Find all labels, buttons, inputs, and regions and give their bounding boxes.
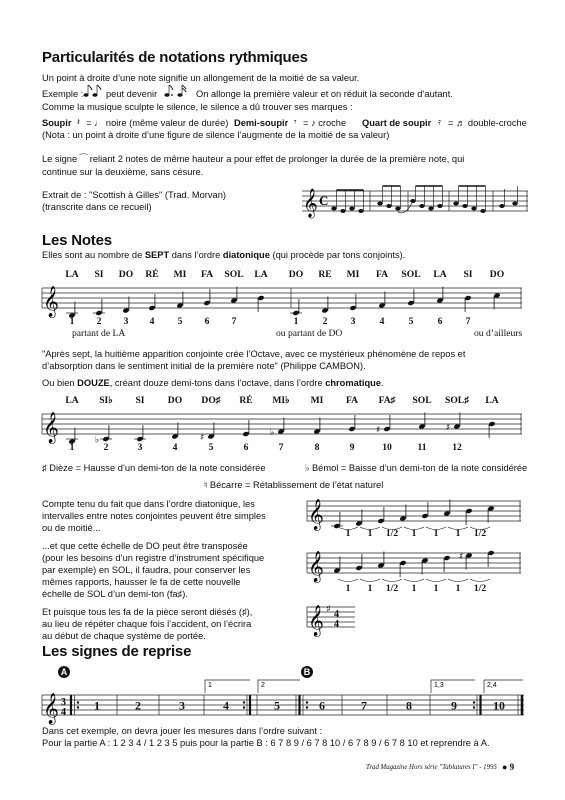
sharp-icon: ♯ — [376, 425, 381, 436]
section-title-reprise: Les signes de reprise — [42, 643, 192, 660]
text-extrait: Extrait de : "Scottish à Gilles" (Trad. Morvan) — [42, 190, 226, 200]
key-signature-staff — [307, 601, 355, 636]
treble-clef-icon: 𝄞 — [303, 188, 318, 217]
note-head — [377, 552, 384, 569]
measure-number: 3 — [179, 698, 185, 713]
note-head — [355, 510, 362, 527]
note-head — [292, 299, 299, 316]
note-head — [122, 297, 129, 314]
chromatic-number: 6 — [243, 442, 249, 453]
text-sept-notes: Elles sont au nombre de SEPT dans l’ordre diatonique (qui procède par tons conjoints). — [42, 250, 406, 260]
text-nota: (Nota : un point à droite d’une figure de silence l’augmente de la moitié de sa valeur) — [42, 130, 390, 140]
page-number: ● 9 — [502, 762, 515, 772]
interval-label: 1 — [367, 528, 373, 539]
note-head — [207, 423, 214, 440]
text-partie-a-b: Pour la partie A : 1 2 3 4 / 1 2 3 5 puis pour la partie B : 6 7 8 9 / 6 7 8 10 / 6 7 8 9 / 6 7 8 10 et reprendre à A. — [42, 738, 490, 748]
quart-soupir-icon: 𝄿 — [438, 117, 441, 127]
note-name-label: MI — [173, 269, 187, 280]
note-head — [421, 557, 428, 574]
label-demi-soupir: Demi-soupir — [234, 118, 289, 128]
svg-text:A: A — [60, 667, 68, 677]
note-name-label: LA — [254, 269, 268, 280]
text-point-allongement: Un point à droite d’une note signifie un allongement de la moitié de sa valeur. — [42, 73, 360, 83]
note-name-label: FA — [345, 395, 359, 406]
diatonic-number: 3 — [350, 316, 356, 327]
chromatic-number: 10 — [382, 442, 392, 453]
interval-arc — [448, 579, 468, 582]
note-head — [453, 413, 460, 430]
note-name-label: DO — [118, 269, 134, 280]
measure-number: 7 — [361, 698, 367, 713]
svg-text:1: 1 — [208, 682, 212, 689]
chromatic-number: 7 — [278, 442, 284, 453]
chromatic-staff — [42, 410, 522, 446]
note-head — [321, 297, 328, 314]
note-head — [436, 287, 443, 304]
note-head — [488, 421, 495, 438]
interval-label: 1 — [455, 583, 461, 594]
text-douze: Ou bien DOUZE, créant douze demi-tons dans l’octave, dans l’ordre chromatique. — [42, 378, 384, 388]
svg-text:4: 4 — [334, 619, 339, 630]
chromatic-number: 11 — [417, 442, 427, 453]
treble-clef-icon: 𝄞 — [308, 605, 324, 636]
note-name-label: SI — [94, 269, 104, 280]
note-head — [102, 425, 109, 442]
note-name-label: SI♭ — [99, 395, 113, 406]
text-dieze: ♯ Dièze = Hausse d’un demi-ton de la note considérée — [42, 463, 266, 473]
note-head — [487, 550, 494, 567]
sharp-icon: ♯ — [446, 423, 451, 433]
note-name-label: SOL — [401, 269, 421, 280]
interval-label: 1 — [433, 528, 439, 539]
treble-clef-icon: 𝄞 — [43, 286, 59, 317]
note-name-label: SI — [135, 395, 145, 406]
reprise-staff — [42, 665, 524, 724]
interval-label: 1 — [345, 583, 351, 594]
diatonic-number: 2 — [322, 316, 328, 327]
measure-number: 1 — [94, 698, 100, 713]
text-soupir-eq: = ♩ noire (même valeur de durée) — [86, 118, 229, 128]
svg-text:4: 4 — [334, 609, 339, 620]
text-quote-1: "Après sept, la huitième apparition conjointe crée l’Octave, avec ce mystérieux phénomène de repos et — [42, 349, 466, 359]
note-name-label: LA — [485, 395, 499, 406]
diatonic-number: 1 — [69, 316, 75, 327]
diatonic-number: 4 — [149, 316, 155, 327]
interval-arc — [404, 579, 424, 582]
svg-text:4: 4 — [61, 707, 66, 718]
label-quart-soupir: Quart de soupir — [362, 118, 432, 128]
text-peut-devenir: peut devenir — [106, 89, 158, 99]
note-head — [378, 292, 385, 309]
text-transposee: ...et que cette échelle de DO peut être transposée (pour les besoins d’un registre d’instrument spécifique par exemple) en SOL, il faudra, pour conserver les mêmes rapports, hausser le fa de cette nouvelle échelle de SOL d’un demi-ton (fa♯). — [42, 541, 265, 599]
diatonic-number: 2 — [96, 316, 102, 327]
note-head — [377, 507, 384, 524]
note-head — [355, 554, 362, 571]
text-silence: Comme la musique sculpte le silence, le silence a dû trouver ses marques : — [42, 102, 353, 112]
sharp-icon: ♯ — [459, 552, 464, 562]
note-name-label: RE — [318, 269, 332, 280]
label-soupir: Soupir — [42, 118, 72, 128]
measure-number: 8 — [406, 698, 412, 713]
text-armure: Et puisque tous les fa de la pièce seront diésés (♯), au lieu de répéter chaque fois l’accident, on l’écrira au début de chaque système de portée. — [42, 607, 253, 641]
interval-arc — [382, 579, 402, 582]
note-head — [333, 512, 340, 529]
note-head — [383, 415, 390, 432]
interval-arc — [338, 579, 358, 582]
interval-label: 1 — [455, 528, 461, 539]
treble-clef-icon: 𝄞 — [43, 412, 59, 443]
note-head — [203, 289, 210, 306]
interval-arc — [360, 579, 380, 582]
note-head — [464, 295, 471, 312]
sharp-icon: ♯ — [326, 604, 331, 615]
note-head — [465, 508, 472, 525]
chromatic-number: 4 — [172, 442, 178, 453]
note-name-label: SOL♯ — [445, 395, 469, 406]
treble-clef-icon: 𝄞 — [43, 693, 59, 724]
interval-label: 1/2 — [385, 528, 399, 539]
diatonic-number: 7 — [231, 316, 237, 327]
diatonic-number: 5 — [408, 316, 414, 327]
note-head — [493, 292, 500, 309]
note-head — [148, 294, 155, 311]
note-name-label: DO — [489, 269, 505, 280]
text-demi-eq: = ♪ croche — [303, 118, 347, 128]
diatonic-number: 6 — [437, 316, 443, 327]
measure-number: 10 — [493, 698, 505, 713]
text-transcrite: (transcrite dans ce recueil) — [42, 202, 152, 212]
dotted-rhythm-icon — [164, 84, 190, 98]
note-name-label: LA — [433, 269, 447, 280]
measure-number: 5 — [274, 698, 280, 713]
chromatic-number: 9 — [349, 442, 355, 453]
soupir-icon: 𝄽 — [77, 117, 80, 127]
svg-text:2,4: 2,4 — [487, 682, 497, 689]
note-head — [176, 292, 183, 309]
chromatic-number: 2 — [103, 442, 109, 453]
svg-text:C: C — [319, 193, 329, 208]
note-head — [487, 505, 494, 522]
text-compte-tenu: Compte tenu du fait que dans l’ordre diatonique, les intervalles entre notes conjointes peuvent être simples ou de moitié... — [42, 499, 266, 533]
footer-magazine: Trad Magazine Hors série "Tablatures I" - 1995 — [366, 764, 497, 771]
note-name-label: LA — [65, 269, 79, 280]
label-partant-do: ou partant de DO — [276, 328, 343, 339]
note-head — [443, 555, 450, 572]
note-name-label: DO♯ — [201, 395, 221, 406]
two-eighth-notes-icon — [83, 84, 103, 98]
note-head — [257, 295, 264, 312]
text-allonge: On allonge la première valeur et on réduit la seconde d’autant. — [196, 89, 453, 99]
measure-number: 4 — [223, 698, 229, 713]
scale-do-staff — [307, 497, 521, 529]
measure-number: 6 — [319, 698, 325, 713]
diatonic-number: 7 — [465, 316, 471, 327]
note-head — [407, 289, 414, 306]
interval-label: 1 — [411, 583, 417, 594]
diatonic-number: 6 — [204, 316, 210, 327]
section-title-notes: Les Notes — [42, 232, 112, 249]
chromatic-number: 8 — [314, 442, 320, 453]
note-name-label: SOL — [224, 269, 244, 280]
note-head — [399, 505, 406, 522]
interval-arc — [470, 579, 490, 582]
note-name-label: FA — [375, 269, 389, 280]
note-name-label: DO — [288, 269, 304, 280]
diatonic-staff — [42, 284, 522, 316]
note-name-label: FA♯ — [378, 395, 396, 406]
chromatic-number: 5 — [208, 442, 214, 453]
interval-label: 1 — [367, 583, 373, 594]
diatonic-number: 5 — [177, 316, 183, 327]
note-head — [333, 557, 340, 574]
note-head — [242, 420, 249, 437]
note-name-label: RÉ — [239, 395, 253, 406]
text-exemple: Exemple : — [42, 89, 84, 99]
note-name-label: DO — [167, 395, 183, 406]
interval-label: 1 — [433, 583, 439, 594]
diatonic-number: 1 — [293, 316, 299, 327]
interval-label: 1/2 — [473, 528, 487, 539]
note-name-label: FA — [200, 269, 214, 280]
note-name-label: RÉ — [145, 269, 159, 280]
note-head — [443, 500, 450, 517]
text-signe-liaison-1: Le signe ⁀ reliant 2 notes de même hauteur a pour effet de prolonger la durée de la première note, qui — [42, 154, 465, 164]
note-head — [349, 294, 356, 311]
note-name-label: MI♭ — [272, 395, 290, 406]
demi-soupir-icon: 𝄾 — [294, 117, 297, 127]
scale-sol-staff — [307, 545, 521, 583]
scottish-staff — [302, 185, 528, 221]
text-becarre: ♮ Bécarre = Rétablissement de l’état naturel — [204, 480, 384, 490]
svg-text:2: 2 — [261, 682, 265, 689]
note-head — [136, 425, 143, 442]
svg-text:1,3: 1,3 — [434, 682, 444, 689]
interval-label: 1 — [411, 528, 417, 539]
note-name-label: MI — [310, 395, 324, 406]
note-head — [348, 415, 355, 432]
treble-clef-icon: 𝄞 — [308, 499, 324, 530]
note-head — [399, 560, 406, 577]
text-bemol: ♭ Bémol = Baisse d’un demi-ton de la note considérée — [305, 463, 528, 473]
measure-number: 9 — [451, 698, 457, 713]
note-head — [421, 502, 428, 519]
flat-icon: ♭ — [95, 435, 100, 446]
note-head — [171, 423, 178, 440]
note-name-label: LA — [65, 395, 79, 406]
interval-label: 1/2 — [385, 583, 399, 594]
note-name-label: SI — [463, 269, 473, 280]
sharp-icon: ♯ — [200, 433, 205, 443]
text-signe-liaison-2: continue sur la deuxième, sans césure. — [42, 167, 204, 177]
note-head — [230, 287, 237, 304]
svg-text:B: B — [303, 667, 311, 677]
diatonic-number: 4 — [379, 316, 385, 327]
interval-label: 1 — [345, 528, 351, 539]
note-head — [313, 418, 320, 435]
chromatic-number: 1 — [69, 442, 75, 453]
chromatic-number: 3 — [137, 442, 143, 453]
label-ailleurs: ou d’ailleurs — [474, 328, 523, 339]
svg-text:3: 3 — [61, 697, 66, 708]
note-head — [465, 552, 472, 569]
text-quart-eq: = ♬ double-croche — [448, 118, 527, 128]
flat-icon: ♭ — [270, 428, 275, 438]
note-head — [277, 418, 284, 435]
text-quote-2: d’absorption dans le sentiment initial de la première note" (Philippe CAMBON). — [42, 361, 366, 371]
section-title-rythme: Particularités de notations rythmiques — [42, 49, 308, 66]
note-head — [95, 299, 102, 316]
note-head — [418, 413, 425, 430]
interval-arc — [426, 579, 446, 582]
chromatic-number: 12 — [452, 442, 462, 453]
treble-clef-icon: 𝄞 — [308, 551, 324, 582]
note-name-label: SOL — [412, 395, 432, 406]
diatonic-number: 3 — [123, 316, 129, 327]
text-ordre-mesures: Dans cet exemple, on devra jouer les mesures dans l’ordre suivant : — [42, 726, 323, 736]
interval-label: 1/2 — [473, 583, 487, 594]
measure-number: 2 — [135, 698, 141, 713]
note-name-label: MI — [346, 269, 360, 280]
label-partant-la: partant de LA — [72, 328, 126, 339]
